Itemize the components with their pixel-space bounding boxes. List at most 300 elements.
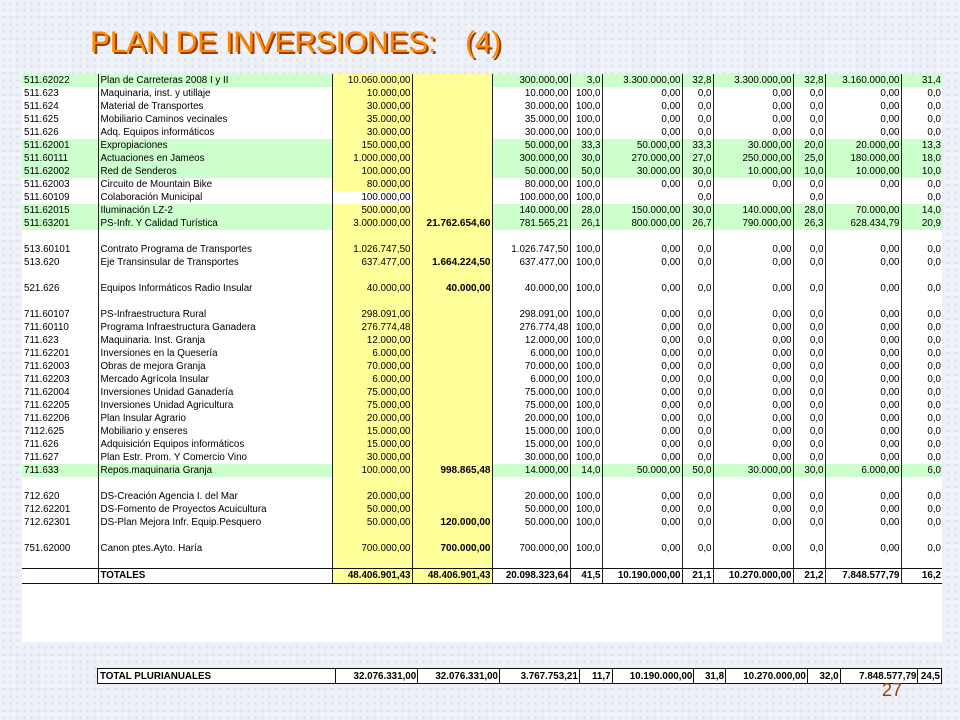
year3-amount: 0,00 bbox=[713, 360, 793, 373]
year3-pct bbox=[793, 555, 825, 569]
plurianuales-year1: 3.767.753,21 bbox=[500, 669, 580, 684]
year3-pct bbox=[793, 269, 825, 282]
year4-pct bbox=[901, 477, 942, 490]
year4-amount: 0,00 bbox=[825, 334, 901, 347]
year3-pct: 0,0 bbox=[793, 516, 825, 529]
account-code: 511.626 bbox=[24, 126, 59, 138]
year2-pct: 0,0 bbox=[682, 178, 713, 191]
year2-amount: 0,00 bbox=[602, 126, 682, 139]
item-description: Programa Infraestructura Ganadera bbox=[98, 321, 332, 334]
account-code: 711.633 bbox=[22, 464, 98, 477]
year2-pct: 32,8 bbox=[682, 74, 713, 87]
year2-pct: 0,0 bbox=[682, 503, 713, 516]
year3-pct: 0,0 bbox=[793, 191, 825, 204]
year2-amount: 0,00 bbox=[602, 451, 682, 464]
year2-amount: 3.300.000,00 bbox=[602, 74, 682, 87]
year1-amount: 30.000,00 bbox=[492, 126, 570, 139]
item-description: Actuaciones en Jameos bbox=[98, 152, 332, 165]
account-code: 511.62015 bbox=[22, 204, 98, 217]
year4-pct: 0,0 bbox=[901, 191, 942, 204]
year3-amount: 0,00 bbox=[713, 399, 793, 412]
year3-amount: 0,00 bbox=[713, 256, 793, 269]
group-total-cell bbox=[412, 204, 492, 217]
year2-pct: 0,0 bbox=[682, 347, 713, 360]
year1-pct: 100,0 bbox=[570, 87, 602, 100]
year4-amount: 10.000,00 bbox=[825, 165, 901, 178]
page-title bbox=[90, 26, 502, 60]
year2-amount: 800.000,00 bbox=[602, 217, 682, 230]
totals-row bbox=[22, 569, 942, 584]
year2-amount bbox=[602, 230, 682, 243]
group-total-cell bbox=[412, 555, 492, 569]
year1-pct: 3,0 bbox=[570, 74, 602, 87]
amount-cell: 30.000,00 bbox=[332, 126, 412, 139]
group-total-cell bbox=[412, 386, 492, 399]
year2-pct bbox=[682, 230, 713, 243]
year3-amount: 0,00 bbox=[713, 321, 793, 334]
year1-pct bbox=[570, 295, 602, 308]
year2-pct bbox=[682, 555, 713, 569]
year3-pct: 0,0 bbox=[793, 360, 825, 373]
item-description: Adq. Equipos informáticos bbox=[98, 126, 332, 139]
year1-amount: 50.000,00 bbox=[492, 516, 570, 529]
year2-pct: 0,0 bbox=[682, 113, 713, 126]
year4-pct: 6,0 bbox=[901, 464, 942, 477]
year3-amount: 790.000,00 bbox=[713, 217, 793, 230]
account-code: 511.62002 bbox=[22, 165, 98, 178]
group-total-cell bbox=[412, 529, 492, 542]
account-code: 511.625 bbox=[24, 113, 59, 125]
year1-pct: 30,0 bbox=[570, 152, 602, 165]
year4-pct: 0,0 bbox=[901, 542, 942, 555]
plurianuales-pct1: 11,7 bbox=[579, 669, 612, 684]
year2-amount: 0,00 bbox=[602, 308, 682, 321]
investment-table bbox=[22, 74, 942, 584]
year1-pct: 26,1 bbox=[570, 217, 602, 230]
year3-amount: 10.000,00 bbox=[713, 165, 793, 178]
year4-pct: 0,0 bbox=[901, 256, 942, 269]
group-total-cell bbox=[412, 451, 492, 464]
year1-pct: 100,0 bbox=[570, 438, 602, 451]
year2-pct: 0,0 bbox=[682, 282, 713, 295]
year4-amount: 70.000,00 bbox=[825, 204, 901, 217]
year3-amount: 3.300.000,00 bbox=[713, 74, 793, 87]
item-description: Plan de Carreteras 2008 I y II bbox=[98, 74, 332, 87]
year3-amount bbox=[713, 269, 793, 282]
table-row bbox=[22, 555, 942, 569]
item-description: Eje Transinsular de Transportes bbox=[98, 256, 332, 269]
table-row bbox=[22, 321, 942, 334]
table-row bbox=[22, 360, 942, 373]
year1-pct: 100,0 bbox=[570, 373, 602, 386]
table-row bbox=[22, 477, 942, 490]
year2-amount: 0,00 bbox=[602, 113, 682, 126]
group-total-cell bbox=[412, 178, 492, 191]
title-number: (4) bbox=[465, 26, 502, 59]
year3-pct: 0,0 bbox=[793, 100, 825, 113]
item-description: Mobiliario y enseres bbox=[98, 425, 332, 438]
year3-pct: 0,0 bbox=[793, 256, 825, 269]
group-total-cell bbox=[412, 152, 492, 165]
group-total-cell: 40.000,00 bbox=[412, 282, 492, 295]
account-code bbox=[22, 477, 98, 490]
item-description: Inversiones Unidad Agricultura bbox=[98, 399, 332, 412]
year1-amount: 15.000,00 bbox=[492, 438, 570, 451]
table-row bbox=[22, 464, 942, 477]
year1-amount: 300.000,00 bbox=[492, 152, 570, 165]
year2-amount: 50.000,00 bbox=[602, 464, 682, 477]
item-description: Maquinaria, inst. y utillaje bbox=[98, 87, 332, 100]
year3-pct: 28,0 bbox=[793, 204, 825, 217]
group-total-cell bbox=[412, 113, 492, 126]
year4-pct bbox=[901, 295, 942, 308]
year4-amount: 628.434,79 bbox=[825, 217, 901, 230]
amount-cell bbox=[332, 295, 412, 308]
year2-amount bbox=[602, 191, 682, 204]
year4-amount: 0,00 bbox=[825, 373, 901, 386]
year4-amount: 0,00 bbox=[825, 451, 901, 464]
year4-pct bbox=[901, 555, 942, 569]
year4-amount: 0,00 bbox=[825, 308, 901, 321]
year2-pct: 0,0 bbox=[682, 373, 713, 386]
account-code: 711.62205 bbox=[24, 399, 70, 411]
account-code: 511.62022 bbox=[22, 74, 98, 87]
table-row bbox=[22, 230, 942, 243]
year1-amount bbox=[492, 555, 570, 569]
year1-pct: 100,0 bbox=[570, 243, 602, 256]
year4-pct: 0,0 bbox=[901, 516, 942, 529]
group-total-cell bbox=[412, 360, 492, 373]
year2-amount: 0,00 bbox=[602, 347, 682, 360]
year3-pct: 0,0 bbox=[793, 87, 825, 100]
item-description bbox=[98, 295, 332, 308]
item-description: DS-Plan Mejora Infr. Equip.Pesquero bbox=[98, 516, 332, 529]
year3-pct: 26,3 bbox=[793, 217, 825, 230]
amount-cell: 40.000,00 bbox=[332, 282, 412, 295]
year3-pct: 0,0 bbox=[793, 308, 825, 321]
year1-pct: 100,0 bbox=[570, 100, 602, 113]
year1-pct: 100,0 bbox=[570, 191, 602, 204]
account-code: 711.60110 bbox=[24, 321, 69, 333]
year3-pct: 0,0 bbox=[793, 438, 825, 451]
amount-cell: 30.000,00 bbox=[332, 451, 412, 464]
amount-cell: 75.000,00 bbox=[332, 386, 412, 399]
table-row bbox=[22, 74, 942, 87]
year4-pct: 0,0 bbox=[901, 321, 942, 334]
year2-amount bbox=[602, 555, 682, 569]
account-code: 711.62203 bbox=[24, 373, 70, 385]
year4-pct: 0,0 bbox=[901, 399, 942, 412]
item-description: Equipos Informáticos Radio Insular bbox=[98, 282, 332, 295]
year2-amount: 0,00 bbox=[602, 425, 682, 438]
table-row bbox=[22, 373, 942, 386]
year3-pct: 0,0 bbox=[793, 490, 825, 503]
year3-amount bbox=[713, 477, 793, 490]
year3-pct bbox=[793, 295, 825, 308]
year3-amount: 0,00 bbox=[713, 503, 793, 516]
account-code: 511.62003 bbox=[24, 178, 70, 190]
account-code bbox=[22, 555, 98, 569]
year2-amount: 0,00 bbox=[602, 503, 682, 516]
year4-pct: 0,0 bbox=[901, 282, 942, 295]
year2-pct: 0,0 bbox=[682, 126, 713, 139]
year3-amount: 0,00 bbox=[713, 126, 793, 139]
year1-amount: 100.000,00 bbox=[492, 191, 570, 204]
table-row bbox=[22, 399, 942, 412]
year4-amount: 0,00 bbox=[825, 542, 901, 555]
table-row bbox=[22, 87, 942, 100]
year1-pct: 100,0 bbox=[570, 321, 602, 334]
item-description: Expropiaciones bbox=[98, 139, 332, 152]
table-row bbox=[22, 217, 942, 230]
group-total-cell bbox=[412, 334, 492, 347]
year4-pct: 0,0 bbox=[901, 386, 942, 399]
amount-cell bbox=[332, 269, 412, 282]
year1-amount: 6.000,00 bbox=[492, 347, 570, 360]
year2-pct: 50,0 bbox=[682, 464, 713, 477]
year4-amount: 0,00 bbox=[825, 438, 901, 451]
year2-pct: 0,0 bbox=[682, 438, 713, 451]
year4-amount: 0,00 bbox=[825, 126, 901, 139]
amount-cell: 70.000,00 bbox=[332, 360, 412, 373]
year2-amount: 0,00 bbox=[602, 386, 682, 399]
year3-amount: 0,00 bbox=[713, 334, 793, 347]
year3-pct: 0,0 bbox=[793, 334, 825, 347]
group-total-cell bbox=[412, 503, 492, 516]
item-description: Colaboración Municipal bbox=[98, 191, 332, 204]
account-code: 711.62004 bbox=[24, 386, 70, 398]
amount-cell: 15.000,00 bbox=[332, 425, 412, 438]
year3-amount: 0,00 bbox=[713, 542, 793, 555]
year3-pct: 0,0 bbox=[793, 412, 825, 425]
plurianuales-table bbox=[97, 668, 942, 684]
group-total-cell: 998.865,48 bbox=[412, 464, 492, 477]
year2-amount: 0,00 bbox=[602, 256, 682, 269]
account-code: 711.62206 bbox=[24, 412, 70, 424]
year4-pct: 0,0 bbox=[901, 438, 942, 451]
amount-cell: 10.000,00 bbox=[332, 87, 412, 100]
year2-pct: 0,0 bbox=[682, 191, 713, 204]
item-description: Material de Transportes bbox=[98, 100, 332, 113]
year4-amount: 0,00 bbox=[825, 178, 901, 191]
year4-pct: 0,0 bbox=[901, 87, 942, 100]
year3-pct: 0,0 bbox=[793, 178, 825, 191]
group-total-cell bbox=[412, 269, 492, 282]
item-description: DS-Fomento de Proyectos Acuicultura bbox=[98, 503, 332, 516]
totals-year1: 20.098.323,64 bbox=[492, 569, 570, 584]
plurianuales-pct2: 31,8 bbox=[694, 669, 726, 684]
amount-cell: 100.000,00 bbox=[332, 464, 412, 477]
totals-pct3: 21,2 bbox=[793, 569, 825, 584]
account-code: 712.62201 bbox=[24, 503, 71, 515]
year4-pct: 31,4 bbox=[901, 74, 942, 87]
year3-amount: 0,00 bbox=[713, 373, 793, 386]
year3-pct: 20,0 bbox=[793, 139, 825, 152]
account-code: 711.627 bbox=[24, 451, 59, 463]
year1-amount: 75.000,00 bbox=[492, 399, 570, 412]
account-code: 711.60107 bbox=[24, 308, 70, 320]
year3-amount: 140.000,00 bbox=[713, 204, 793, 217]
year1-amount: 20.000,00 bbox=[492, 490, 570, 503]
year1-pct: 100,0 bbox=[570, 399, 602, 412]
account-code: 511.63201 bbox=[22, 217, 98, 230]
year2-pct bbox=[682, 269, 713, 282]
year3-amount: 0,00 bbox=[713, 490, 793, 503]
year3-amount: 0,00 bbox=[713, 308, 793, 321]
year3-amount: 0,00 bbox=[713, 412, 793, 425]
group-total-cell bbox=[412, 373, 492, 386]
account-code: 513.620 bbox=[24, 256, 60, 268]
year1-amount: 80.000,00 bbox=[492, 178, 570, 191]
amount-cell: 100.000,00 bbox=[332, 165, 412, 178]
year1-amount: 40.000,00 bbox=[492, 282, 570, 295]
amount-cell: 80.000,00 bbox=[332, 178, 412, 191]
year4-amount: 0,00 bbox=[825, 321, 901, 334]
table-row bbox=[22, 139, 942, 152]
account-code: 511.60111 bbox=[22, 152, 98, 165]
year3-amount: 0,00 bbox=[713, 451, 793, 464]
year2-amount: 0,00 bbox=[602, 282, 682, 295]
amount-cell: 150.000,00 bbox=[332, 139, 412, 152]
year3-pct: 30,0 bbox=[793, 464, 825, 477]
year1-amount: 35.000,00 bbox=[492, 113, 570, 126]
group-total-cell bbox=[412, 308, 492, 321]
account-code: 711.623 bbox=[24, 334, 59, 346]
account-code: 511.60109 bbox=[24, 191, 70, 203]
year4-pct: 18,0 bbox=[901, 152, 942, 165]
year2-amount: 0,00 bbox=[602, 542, 682, 555]
year1-amount bbox=[492, 295, 570, 308]
table-row bbox=[22, 243, 942, 256]
year3-pct: 0,0 bbox=[793, 386, 825, 399]
amount-cell bbox=[332, 230, 412, 243]
item-description: PS-Infr. Y Calidad Turística bbox=[98, 217, 332, 230]
amount-cell: 1.000.000,00 bbox=[332, 152, 412, 165]
year4-pct: 0,0 bbox=[901, 100, 942, 113]
table-row bbox=[22, 529, 942, 542]
table-row bbox=[22, 295, 942, 308]
amount-cell: 700.000,00 bbox=[332, 542, 412, 555]
item-description: Circuito de Mountain Bike bbox=[98, 178, 332, 191]
item-description: Maquinaria. Inst. Granja bbox=[98, 334, 332, 347]
year3-pct: 0,0 bbox=[793, 282, 825, 295]
table-row bbox=[22, 308, 942, 321]
totals-year2: 10.190.000,00 bbox=[602, 569, 682, 584]
year4-pct: 0,0 bbox=[901, 360, 942, 373]
year1-amount: 50.000,00 bbox=[492, 503, 570, 516]
year3-pct bbox=[793, 529, 825, 542]
item-description: Adquisición Equipos informáticos bbox=[98, 438, 332, 451]
year4-amount: 0,00 bbox=[825, 490, 901, 503]
year3-amount: 0,00 bbox=[713, 178, 793, 191]
year3-amount: 0,00 bbox=[713, 438, 793, 451]
group-total-cell bbox=[412, 425, 492, 438]
amount-cell: 15.000,00 bbox=[332, 438, 412, 451]
year1-pct: 100,0 bbox=[570, 516, 602, 529]
year3-amount: 0,00 bbox=[713, 386, 793, 399]
amount-cell: 276.774,48 bbox=[332, 321, 412, 334]
amount-cell: 10.060.000,00 bbox=[332, 74, 412, 87]
year4-pct: 0,0 bbox=[901, 178, 942, 191]
year2-amount: 50.000,00 bbox=[602, 139, 682, 152]
amount-cell: 75.000,00 bbox=[332, 399, 412, 412]
year4-amount: 0,00 bbox=[825, 399, 901, 412]
year4-pct bbox=[901, 230, 942, 243]
amount-cell: 1.026.747,50 bbox=[332, 243, 412, 256]
year1-amount: 6.000,00 bbox=[492, 373, 570, 386]
year1-pct: 100,0 bbox=[570, 113, 602, 126]
amount-cell bbox=[332, 477, 412, 490]
year3-pct: 0,0 bbox=[793, 503, 825, 516]
year1-amount: 300.000,00 bbox=[492, 74, 570, 87]
year1-pct: 100,0 bbox=[570, 308, 602, 321]
year2-amount: 0,00 bbox=[602, 100, 682, 113]
year2-pct: 0,0 bbox=[682, 256, 713, 269]
amount-cell bbox=[332, 529, 412, 542]
table-row bbox=[22, 126, 942, 139]
year1-pct: 100,0 bbox=[570, 178, 602, 191]
year2-pct: 0,0 bbox=[682, 516, 713, 529]
year1-pct: 100,0 bbox=[570, 334, 602, 347]
year1-pct bbox=[570, 477, 602, 490]
year4-amount: 0,00 bbox=[825, 425, 901, 438]
year2-pct bbox=[682, 295, 713, 308]
plurianuales-group-total: 32.076.331,00 bbox=[418, 669, 500, 684]
totals-pct1: 41,5 bbox=[570, 569, 602, 584]
year1-amount: 700.000,00 bbox=[492, 542, 570, 555]
year3-amount bbox=[713, 529, 793, 542]
year2-pct: 0,0 bbox=[682, 451, 713, 464]
year2-pct: 0,0 bbox=[682, 321, 713, 334]
year2-amount: 150.000,00 bbox=[602, 204, 682, 217]
year2-amount: 30.000,00 bbox=[602, 165, 682, 178]
year2-amount: 0,00 bbox=[602, 178, 682, 191]
year1-amount: 75.000,00 bbox=[492, 386, 570, 399]
table-row bbox=[22, 152, 942, 165]
group-total-cell: 1.664.224,50 bbox=[412, 256, 492, 269]
totals-label: TOTALES bbox=[98, 569, 332, 584]
year2-amount bbox=[602, 269, 682, 282]
item-description: Canon ptes.Ayto. Haría bbox=[98, 542, 332, 555]
year3-pct: 0,0 bbox=[793, 113, 825, 126]
year2-amount: 0,00 bbox=[602, 87, 682, 100]
year3-pct: 0,0 bbox=[793, 243, 825, 256]
plurianuales-row bbox=[98, 669, 942, 684]
year4-pct: 10,0 bbox=[901, 165, 942, 178]
amount-cell: 500.000,00 bbox=[332, 204, 412, 217]
table-row bbox=[22, 425, 942, 438]
year1-pct: 33,3 bbox=[570, 139, 602, 152]
year4-pct: 13,3 bbox=[901, 139, 942, 152]
year1-pct: 100,0 bbox=[570, 503, 602, 516]
item-description: Iluminación LZ-2 bbox=[98, 204, 332, 217]
year1-amount: 15.000,00 bbox=[492, 425, 570, 438]
plurianuales-year3: 10.270.000,00 bbox=[726, 669, 808, 684]
year2-amount bbox=[602, 477, 682, 490]
year2-pct: 0,0 bbox=[682, 100, 713, 113]
year1-pct: 100,0 bbox=[570, 425, 602, 438]
year4-amount: 0,00 bbox=[825, 256, 901, 269]
table-row bbox=[22, 438, 942, 451]
item-description: Mobiliario Caminos vecinales bbox=[98, 113, 332, 126]
table-row bbox=[22, 334, 942, 347]
year4-pct: 0,0 bbox=[901, 243, 942, 256]
amount-cell: 6.000,00 bbox=[332, 373, 412, 386]
table-row bbox=[22, 516, 942, 529]
year2-amount: 0,00 bbox=[602, 516, 682, 529]
year2-amount bbox=[602, 295, 682, 308]
group-total-cell bbox=[412, 412, 492, 425]
